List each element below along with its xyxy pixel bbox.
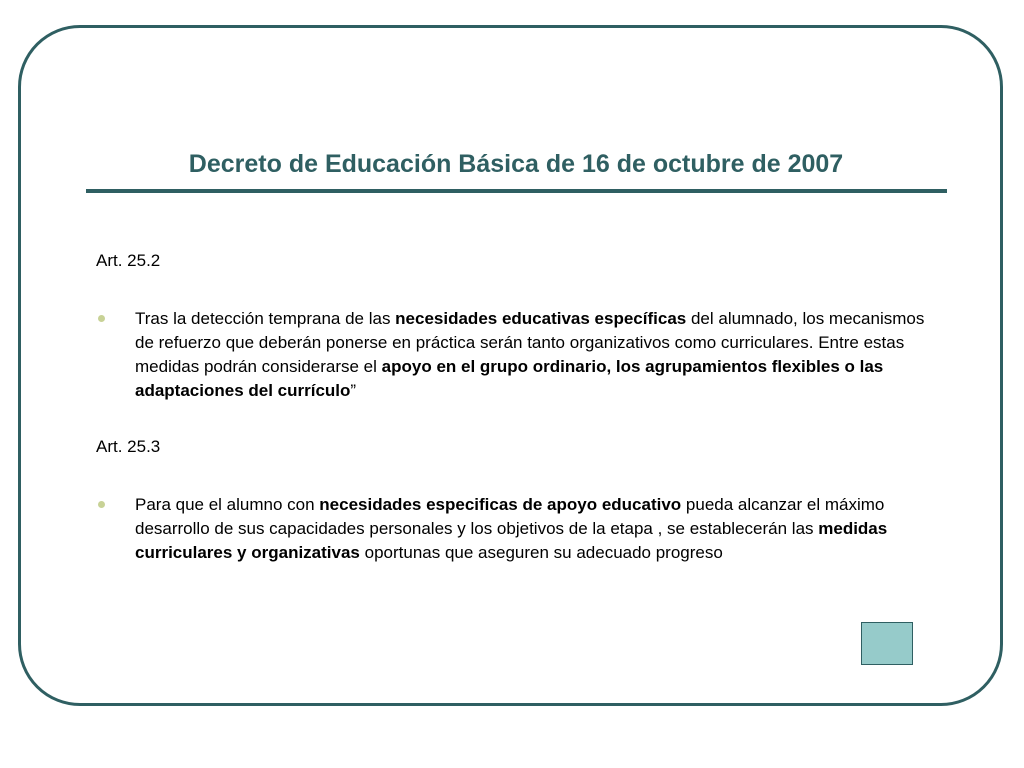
bullet-dot-icon — [98, 315, 105, 322]
slide-title: Decreto de Educación Básica de 16 de octubre de 2007 — [188, 150, 844, 178]
bullet-text: Para que el alumno con necesidades especificas de apoyo educativo pueda alcanzar el máximo desarrollo de sus capacidades personales y los objetivos de la etapa , se establecerán las medidas curriculares y organizativas oportunas que aseguren su adecuado progreso — [135, 495, 888, 562]
article-heading: Art. 25.2 — [96, 251, 161, 270]
article-heading: Art. 25.3 — [96, 437, 161, 456]
decorative-square — [861, 622, 913, 665]
title-underline — [86, 189, 947, 193]
bullet-text: Tras la detección temprana de las necesidades educativas específicas del alumnado, los mecanismos de refuerzo que deberán ponerse en práctica serán tanto organizativos como curriculares. Entre estas medidas podrán considerarse el apoyo en el grupo ordinario, los agrupamientos flexibles o las adaptaciones del currículo” — [135, 309, 925, 400]
bullet-dot-icon — [98, 501, 105, 508]
